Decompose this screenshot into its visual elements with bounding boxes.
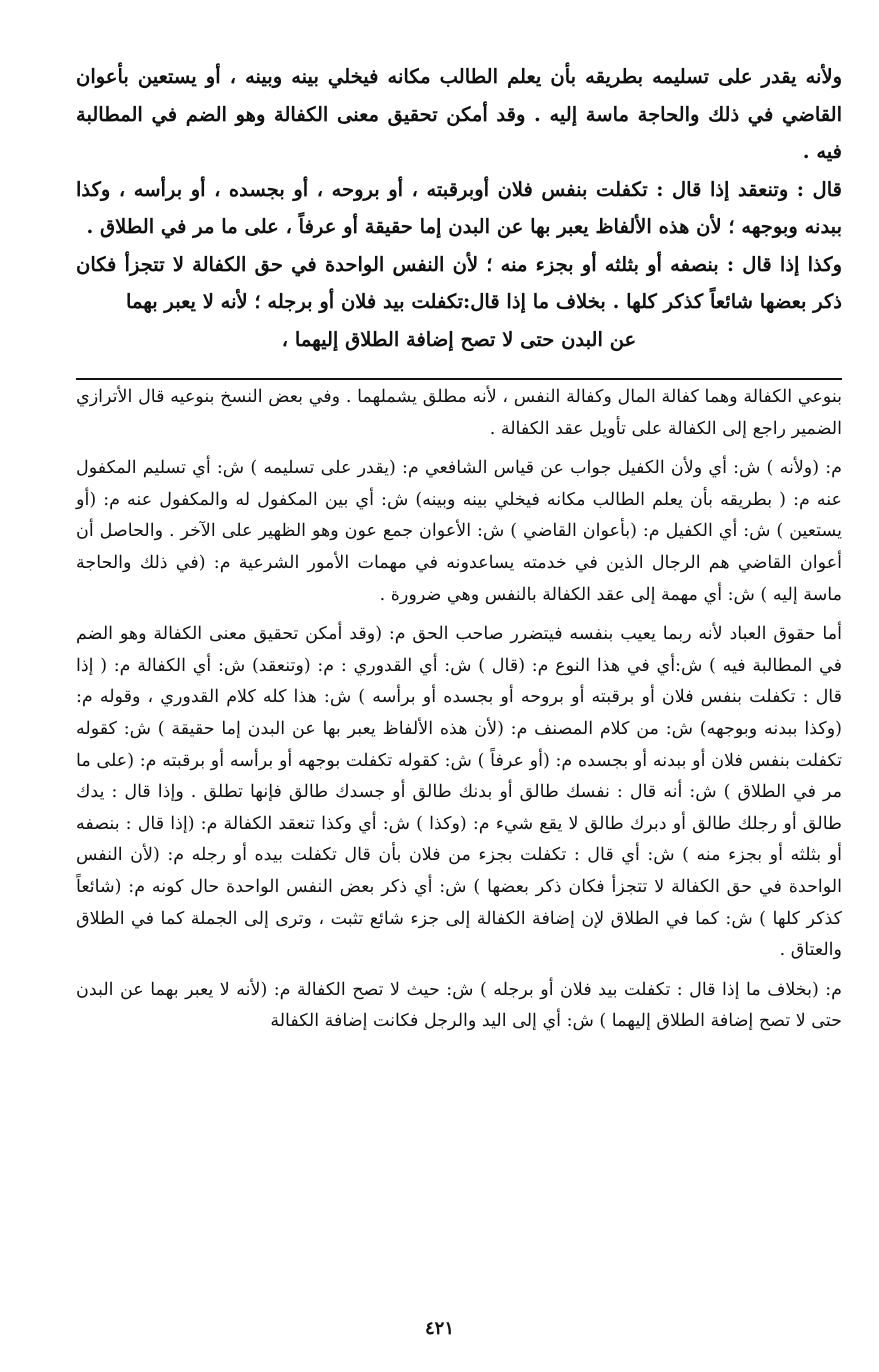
main-paragraph: ولأنه يقدر على تسليمه بطريقه بأن يعلم الطالب مكانه فيخلي بينه وبينه ، أو يستعين بأعوان القاضي في ذلك والحاجة ماسة إليه . وقد أمكن تحقيق معنى الكفالة وهو الضم في المطالبة فيه . [76, 65, 842, 163]
main-paragraph: وكذا إذا قال : بنصفه أو بثلثه أو بجزء منه ؛ لأن النفس الواحدة في حق الكفالة لا تتجزأ فكان ذكر بعضها شائعاً كذكر كلها . بخلاف ما إذا قال:تكفلت بيد فلان أو برجله ؛ لأنه لا يعبر بهما [76, 252, 842, 313]
page-number: ٤٢١ [424, 1318, 454, 1339]
commentary-paragraph: أما حقوق العباد لأنه ربما يعيب بنفسه فيتضرر صاحب الحق م: (وقد أمكن تحقيق معنى الكفالة وهو الضم في المطالبة فيه ) ش:أي في هذا النوع م: (قال ) ش: أي القدوري : م: (وتنعقد) ش: أي الكفالة م: ( إذا قال : تكفلت بنفس فلان أو برقبته أو بروحه أو بجسده أو برأسه ) ش: هذا كله كلام القدوري ، وقوله م: (وكذا ببدنه وبوجهه) ش: من كلام المصنف م: (لأن هذه الألفاظ يعبر بها عن البدن إما حقيقة ) ش: كقوله تكفلت بنفس فلان أو ببدنه أو بجسده م: (أو عرفاً ) ش: كقوله تكفلت بوجهه أو برأسه أو برقبته م: (على ما مر في الطلاق ) ش: أنه قال : نفسك طالق أو بدنك طالق أو جسدك طالق فإنها تطلق . وإذا قال : يدك طالق أو رجلك طالق أو دبرك طالق لا يقع شيء م: (وكذا ) ش: أي وكذا تنعقد الكفالة م: (إذا قال : بنصفه أو بثلثه أو بجزء منه ) ش: أي قال : تكفلت بجزء من فلان بأن قال تكفلت بيده أو رجله م: (لأن النفس الواحدة في حق الكفالة لا تتجزأ فكان ذكر بعضها ) ش: أي ذكر بعض النفس الواحدة حال كونه م: (شائعاً كذكر كلها ) ش: كما في الطلاق لإن إضافة الكفالة إلى جزء شائع تثبت ، وترى إلى الجملة كما في الطلاق والعتاق . [76, 624, 842, 961]
separator-rule [76, 378, 842, 380]
commentary-text [76, 382, 842, 1038]
main-paragraph: قال : وتنعقد إذا قال : تكفلت بنفس فلان أوبرقبته ، أو بروحه ، أو بجسده ، أو برأسه ، وكذا ببدنه وبوجهه ؛ لأن هذه الألفاظ يعبر بها عن البدن إما حقيقة أو عرفاً ، على ما مر في الطلاق . [76, 177, 842, 238]
commentary-paragraph: م: (ولأنه ) ش: أي ولأن الكفيل جواب عن قياس الشافعي م: (يقدر على تسليمه ) ش: أي تسليم المكفول عنه م: ( بطريقه بأن يعلم الطالب مكانه فيخلي بينه وبينه) ش: أي بين المكفول له والمكفول عنه م: (أو يستعين ) ش: أي الكفيل م: (بأعوان القاضي ) ش: الأعوان جمع عون وهو الظهير على الآخر . والحاصل أن أعوان القاضي هم الرجال الذين في خدمته يساعدونه في مهمات الأمور الشرعية م: (في ذلك والحاجة ماسة إليه ) ش: أي مهمة إلى عقد الكفالة بالنفس وهي ضرورة . [76, 458, 842, 605]
main-paragraph-end: عن البدن حتى لا تصح إضافة الطلاق إليهما ، [281, 327, 637, 351]
page-body [76, 58, 842, 1046]
commentary-paragraph: م: (بخلاف ما إذا قال : تكفلت بيد فلان أو برجله ) ش: حيث لا تصح الكفالة م: (لأنه لا يعبر بهما عن البدن حتى لا تصح إضافة الطلاق إليهما ) ش: أي إلى اليد والرجل فكانت إضافة الكفالة [76, 979, 842, 1032]
main-text [76, 58, 842, 358]
commentary-paragraph: بنوعي الكفالة وهما كفالة المال وكفالة النفس ، لأنه مطلق يشملهما . وفي بعض النسخ بنوعيه قال الأترازي الضمير راجع إلى الكفالة على تأويل عقد الكفالة . [76, 387, 842, 439]
